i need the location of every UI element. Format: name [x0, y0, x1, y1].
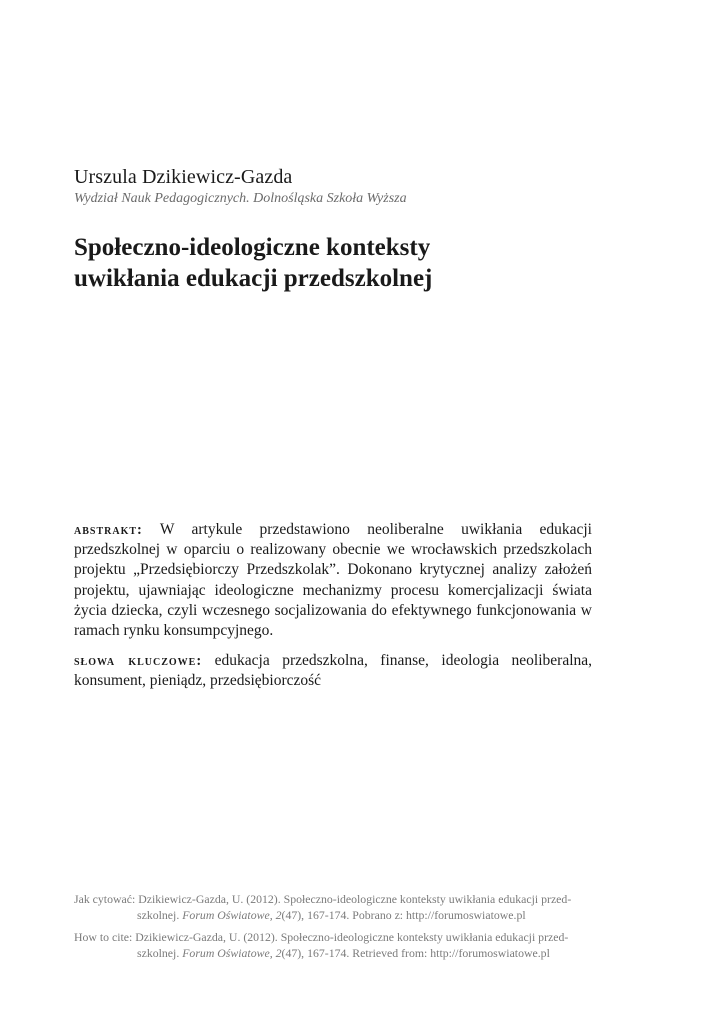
keywords-label: słowa kluczowe: [74, 653, 203, 669]
author-affiliation: Wydział Nauk Pedagogicznych. Dolnośląska Szkoła Wyższa [74, 191, 407, 206]
title-line-1: Społeczno-ideologiczne konteksty [74, 234, 431, 261]
citation-english [74, 929, 594, 961]
citation-pl-text: szkolnej. [137, 908, 180, 922]
article-title [74, 232, 634, 294]
author-name: Urszula Dzikiewicz-Gazda [74, 166, 293, 188]
keywords-text: edukacja przedszkolna, finanse, ideologia neoliberalna, konsument, pieniądz, przedsiębiorczość [74, 652, 593, 690]
citation-pl-line-2 [74, 907, 594, 923]
citation-pl-volume: 2 [275, 908, 282, 922]
citation-en-text: szkolnej. [137, 946, 180, 960]
citation-en-volume: 2 [275, 946, 282, 960]
citation-pl-line-1: Jak cytować: Dzikiewicz-Gazda, U. (2012). Społeczno-ideologiczne konteksty uwikłania edukacji przed- [74, 892, 572, 906]
citation-pl-journal: Forum Oświatowe, [182, 908, 273, 922]
citation-en-line-2 [74, 945, 594, 961]
citation-polish [74, 891, 594, 923]
citation-pl-rest: (47), 167-174. Pobrano z: http://forumoswiatowe.pl [281, 908, 526, 922]
abstract-label: abstrakt: [74, 522, 143, 538]
keywords-paragraph [74, 651, 592, 691]
abstract-text: W artykule przedstawiono neoliberalne uwikłania edukacji przedszkolnej w oparciu o realizowany obecnie we wrocławskich przedszkolach projektu „Przedsiębiorczy Przedszkolak”. Dokonano krytycznej analizy założeń projektu, ujawniając ideologiczne mechanizmy procesu komercjalizacji świata życia dziecka, czyli wczesnego socjalizowania do efektywnego funkcjonowania w ramach rynku konsumpcyjnego. [74, 521, 592, 640]
citation-en-rest: (47), 167-174. Retrieved from: http://forumoswiatowe.pl [281, 946, 550, 960]
citation-en-line-1: How to cite: Dzikiewicz-Gazda, U. (2012). Społeczno-ideologiczne konteksty uwikłania edukacji przed- [74, 930, 569, 944]
abstract-paragraph [74, 520, 592, 641]
citation-en-journal: Forum Oświatowe, [182, 946, 273, 960]
title-line-2: uwikłania edukacji przedszkolnej [74, 265, 433, 292]
